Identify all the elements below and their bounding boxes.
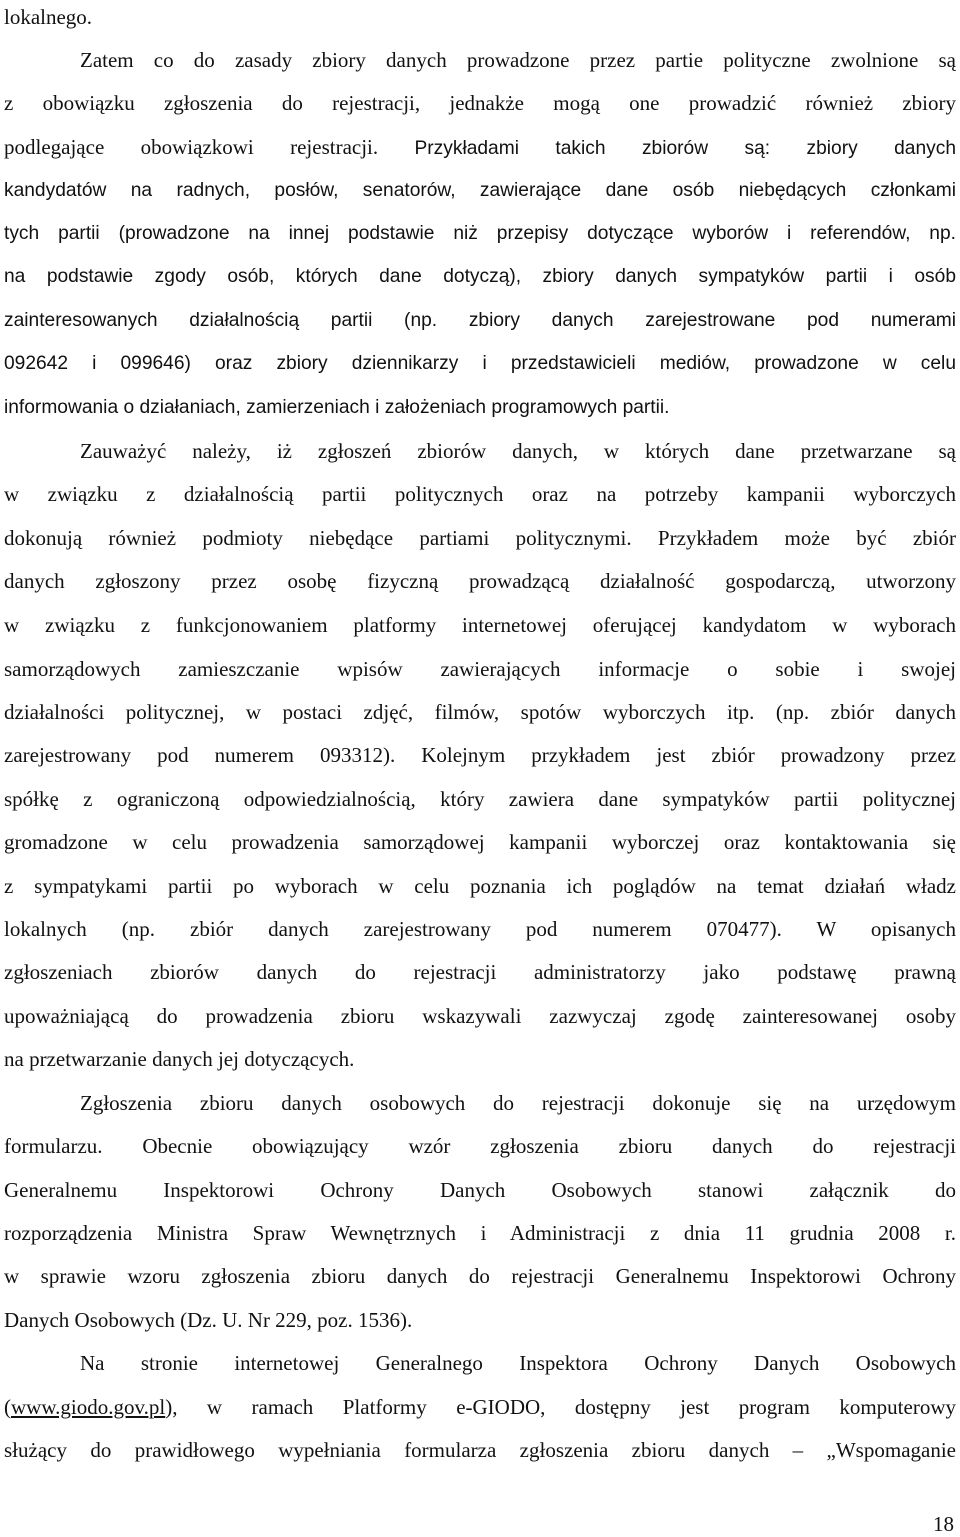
text-line: w sprawie wzoru zgłoszenia zbioru danych do rejestracji Generalnemu Inspektorowi Ochrony bbox=[4, 1264, 956, 1288]
text-line: z obowiązku zgłoszenia do rejestracji, jednakże mogą one prowadzić również zbiory bbox=[4, 91, 956, 115]
text-line: kandydatów na radnych, posłów, senatorów, zawierające dane osób niebędących członkami bbox=[4, 180, 956, 201]
text-line: upoważniającą do prowadzenia zbioru wskazywali zazwyczaj zgodę zainteresowanej osoby bbox=[4, 1004, 956, 1028]
text-line: zgłoszeniach zbiorów danych do rejestracji administratorzy jako podstawę prawną bbox=[4, 960, 956, 984]
text-line: Danych Osobowych (Dz. U. Nr 229, poz. 1536). bbox=[4, 1308, 413, 1332]
text-line: lokalnych (np. zbiór danych zarejestrowany pod numerem 070477). W opisanych bbox=[4, 917, 956, 941]
text-line: z sympatykami partii po wyborach w celu poznania ich poglądów na temat działań władz bbox=[4, 874, 956, 898]
text-line: lokalnego. bbox=[4, 5, 93, 29]
text-line: formularzu. Obecnie obowiązujący wzór zgłoszenia zbioru danych do rejestracji bbox=[4, 1134, 956, 1158]
text-line: Zauważyć należy, iż zgłoszeń zbiorów danych, w których dane przetwarzane są bbox=[80, 439, 956, 463]
text-line: na podstawie zgody osób, których dane dotyczą), zbiory danych sympatyków partii i osób bbox=[4, 266, 956, 287]
text-line: w związku z funkcjonowaniem platformy internetowej oferującej kandydatom w wyborach bbox=[4, 613, 956, 637]
text-line: Na stronie internetowej Generalnego Inspektora Ochrony Danych Osobowych bbox=[80, 1351, 956, 1375]
text-line: Zatem co do zasady zbiory danych prowadzone przez partie polityczne zwolnione są bbox=[80, 48, 956, 72]
text-line: zainteresowanych działalnością partii (np. zbiory danych zarejestrowane pod numerami bbox=[4, 310, 956, 331]
text-line: (www.giodo.gov.pl), w ramach Platformy e-GIODO, dostępny jest program komputerowy bbox=[4, 1395, 956, 1419]
text-line: Zgłoszenia zbioru danych osobowych do rejestracji dokonuje się na urzędowym bbox=[80, 1091, 956, 1115]
text-line: spółkę z ograniczoną odpowiedzialnością, który zawiera dane sympatyków partii politycznej bbox=[4, 787, 956, 811]
text-line: podlegające obowiązkowi rejestracji. Przykładami takich zbiorów są: zbiory danych bbox=[4, 135, 956, 159]
text-line: rozporządzenia Ministra Spraw Wewnętrznych i Administracji z dnia 11 grudnia 2008 r. bbox=[4, 1221, 956, 1245]
text-line: służący do prawidłowego wypełniania formularza zgłoszenia zbioru danych – „Wspomaganie bbox=[4, 1438, 956, 1462]
text-line: danych zgłoszony przez osobę fizyczną prowadzącą działalność gospodarczą, utworzony bbox=[4, 569, 956, 593]
text-line: Generalnemu Inspektorowi Ochrony Danych Osobowych stanowi załącznik do bbox=[4, 1178, 956, 1202]
text-line: działalności politycznej, w postaci zdjęć, filmów, spotów wyborczych itp. (np. zbiór danych bbox=[4, 700, 956, 724]
text-line: dokonują również podmioty niebędące partiami politycznymi. Przykładem może być zbiór bbox=[4, 526, 956, 550]
giodo-website-link[interactable]: www.giodo.gov.pl bbox=[11, 1395, 166, 1419]
text-line: samorządowych zamieszczanie wpisów zawierających informacje o sobie i swojej bbox=[4, 657, 956, 681]
text-line: tych partii (prowadzone na innej podstawie niż przepisy dotyczące wyborów i referendów, np. bbox=[4, 223, 956, 244]
text-line: zarejestrowany pod numerem 093312). Kolejnym przykładem jest zbiór prowadzony przez bbox=[4, 743, 956, 767]
text-line: 092642 i 099646) oraz zbiory dziennikarzy i przedstawicieli mediów, prowadzone w celu bbox=[4, 353, 956, 374]
text-line: w związku z działalnością partii politycznych oraz na potrzeby kampanii wyborczych bbox=[4, 482, 956, 506]
text-line: na przetwarzanie danych jej dotyczących. bbox=[4, 1047, 355, 1071]
text-line: gromadzone w celu prowadzenia samorządowej kampanii wyborczej oraz kontaktowania się bbox=[4, 830, 956, 854]
text-line: informowania o działaniach, zamierzeniach i założeniach programowych partii. bbox=[4, 397, 670, 418]
page-number: 18 bbox=[933, 1512, 954, 1536]
